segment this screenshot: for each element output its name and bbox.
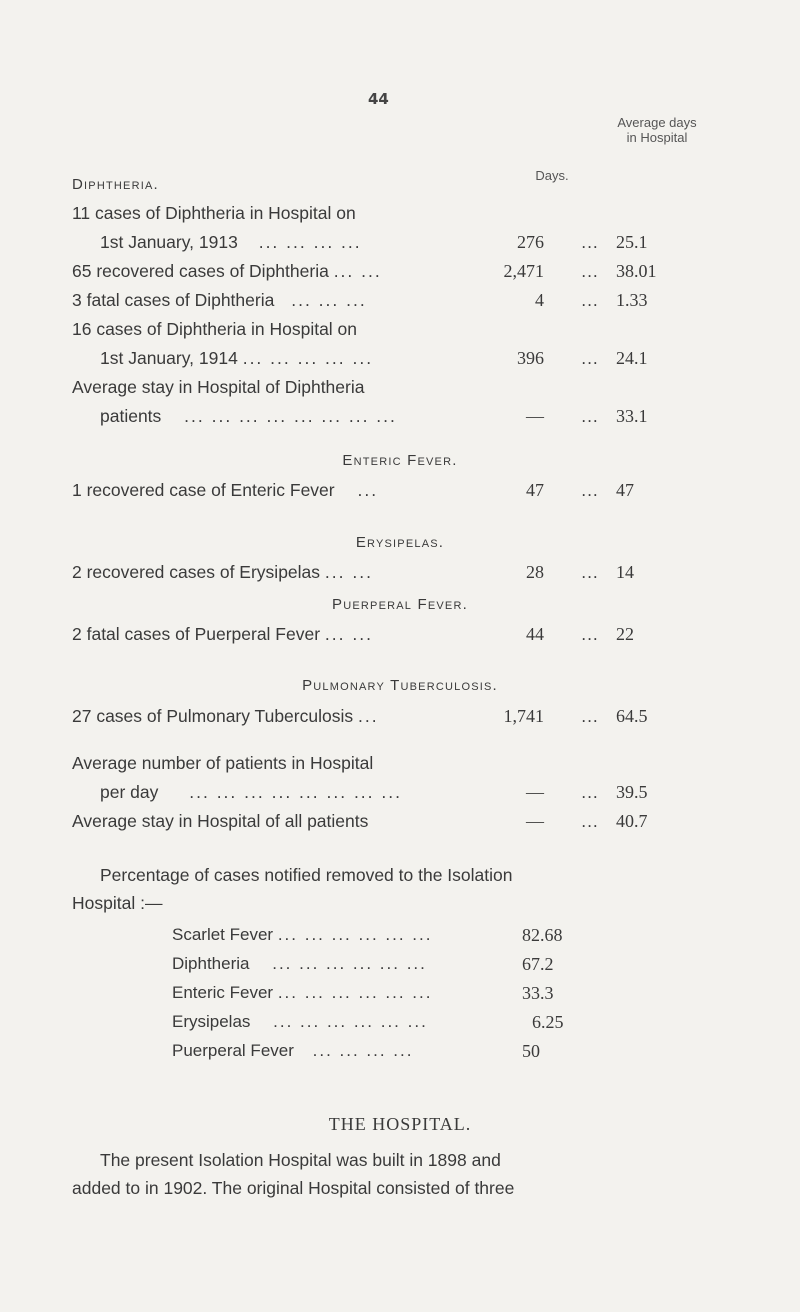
- average-value: 40.7: [616, 811, 648, 831]
- percentage-value: 33.3: [522, 983, 554, 1003]
- percentage-label: Diphtheria ... ... ... ... ... ...: [172, 954, 427, 973]
- leader-dots: ...: [581, 811, 599, 831]
- page-number: 44: [368, 90, 389, 108]
- leader-dots: ...: [581, 261, 599, 281]
- row-label: 1 recovered case of Enteric Fever ...: [72, 480, 379, 500]
- row-label: 11 cases of Diphtheria in Hospital on: [72, 203, 356, 223]
- section-heading-erysipelas: Erysipelas.: [355, 534, 445, 551]
- leader-dots: ...: [581, 348, 599, 368]
- section-heading-pulmonary: Pulmonary Tuberculosis.: [302, 677, 498, 694]
- average-value: 39.5: [616, 782, 648, 802]
- percentage-value: 50: [522, 1041, 540, 1061]
- percentage-value: 82.68: [522, 925, 563, 945]
- average-value: 64.5: [616, 706, 648, 726]
- percentage-value: 67.2: [522, 954, 554, 974]
- percentage-label: Erysipelas ... ... ... ... ... ...: [172, 1012, 428, 1031]
- table-row: [0, 374, 800, 400]
- average-value: 22: [616, 624, 634, 644]
- days-value: —: [526, 811, 544, 831]
- average-value: 14: [616, 562, 634, 582]
- section-heading-enteric: Enteric Fever.: [342, 452, 458, 469]
- percentage-label: Enteric Fever ... ... ... ... ... ...: [172, 983, 433, 1002]
- row-label: 1st January, 1913 ... ... ... ...: [100, 232, 362, 252]
- table-row: [0, 345, 800, 371]
- list-item: [0, 1038, 800, 1064]
- days-value: 28: [526, 562, 544, 582]
- leader-dots: ...: [581, 562, 599, 582]
- row-label: 2 recovered cases of Erysipelas ... ...: [72, 562, 373, 582]
- leader-dots: ...: [581, 232, 599, 252]
- row-label: 16 cases of Diphtheria in Hospital on: [72, 319, 358, 339]
- leader-dots: ...: [581, 480, 599, 500]
- percentage-value: 6.25: [532, 1012, 564, 1032]
- table-row: [0, 316, 800, 342]
- body-paragraph: [72, 1146, 694, 1202]
- percentage-intro: Percentage of cases notified removed to the Isolation: [100, 865, 513, 885]
- paragraph-line: The present Isolation Hospital was built in 1898 and: [100, 1150, 501, 1170]
- days-value: 47: [526, 480, 544, 500]
- percentage-intro: Hospital :—: [72, 893, 163, 913]
- table-row: [0, 703, 800, 729]
- percentage-label: Puerperal Fever ... ... ... ...: [172, 1041, 414, 1060]
- leader-dots: ...: [581, 290, 599, 310]
- days-value: 2,471: [503, 261, 544, 281]
- average-value: 38.01: [616, 261, 657, 281]
- row-label: 3 fatal cases of Diphtheria ... ... ...: [72, 290, 367, 310]
- paragraph-line: added to in 1902. The original Hospital consisted of three: [72, 1178, 515, 1198]
- section-heading-diphtheria: Diphtheria.: [72, 176, 159, 193]
- average-value: 33.1: [616, 406, 648, 426]
- leader-dots: ...: [581, 782, 599, 802]
- row-label: Average number of patients in Hospital: [72, 753, 374, 773]
- row-label: patients ... ... ... ... ... ... ... ...: [100, 406, 397, 426]
- section-heading-puerperal: Puerperal Fever.: [332, 596, 468, 613]
- row-label: Average stay in Hospital of Diphtheria: [72, 377, 365, 397]
- list-item: [0, 922, 800, 948]
- days-value: 396: [517, 348, 544, 368]
- list-item: [0, 1009, 800, 1035]
- percentage-label: Scarlet Fever ... ... ... ... ... ...: [172, 925, 433, 944]
- table-row: [0, 559, 800, 585]
- column-header-days: Days.: [535, 168, 569, 183]
- table-row: [0, 200, 800, 226]
- row-label: per day ... ... ... ... ... ... ... ...: [100, 782, 402, 802]
- row-label: Average stay in Hospital of all patients: [72, 811, 369, 831]
- table-row: [0, 750, 800, 776]
- days-value: 276: [517, 232, 544, 252]
- table-row: [0, 287, 800, 313]
- row-label: 2 fatal cases of Puerperal Fever ... ...: [72, 624, 373, 644]
- average-value: 25.1: [616, 232, 648, 252]
- column-header-average: Average days in Hospital: [617, 115, 697, 145]
- average-value: 1.33: [616, 290, 648, 310]
- table-row: [0, 808, 800, 834]
- row-label: 65 recovered cases of Diphtheria ... ...: [72, 261, 382, 281]
- table-row: [0, 621, 800, 647]
- table-row: [0, 229, 800, 255]
- days-value: 4: [535, 290, 544, 310]
- table-row: [0, 403, 800, 429]
- average-value: 24.1: [616, 348, 648, 368]
- row-label: 27 cases of Pulmonary Tuberculosis ...: [72, 706, 379, 726]
- days-value: —: [526, 406, 544, 426]
- table-row: [0, 779, 800, 805]
- table-row: [0, 477, 800, 503]
- days-value: —: [526, 782, 544, 802]
- table-row: [0, 258, 800, 284]
- average-value: 47: [616, 480, 634, 500]
- leader-dots: ...: [581, 406, 599, 426]
- days-value: 1,741: [503, 706, 544, 726]
- list-item: [0, 980, 800, 1006]
- section-title-hospital: THE HOSPITAL.: [328, 1114, 472, 1134]
- days-value: 44: [526, 624, 544, 644]
- list-item: [0, 951, 800, 977]
- leader-dots: ...: [581, 624, 599, 644]
- row-label: 1st January, 1914 ... ... ... ... ...: [100, 348, 374, 368]
- leader-dots: ...: [581, 706, 599, 726]
